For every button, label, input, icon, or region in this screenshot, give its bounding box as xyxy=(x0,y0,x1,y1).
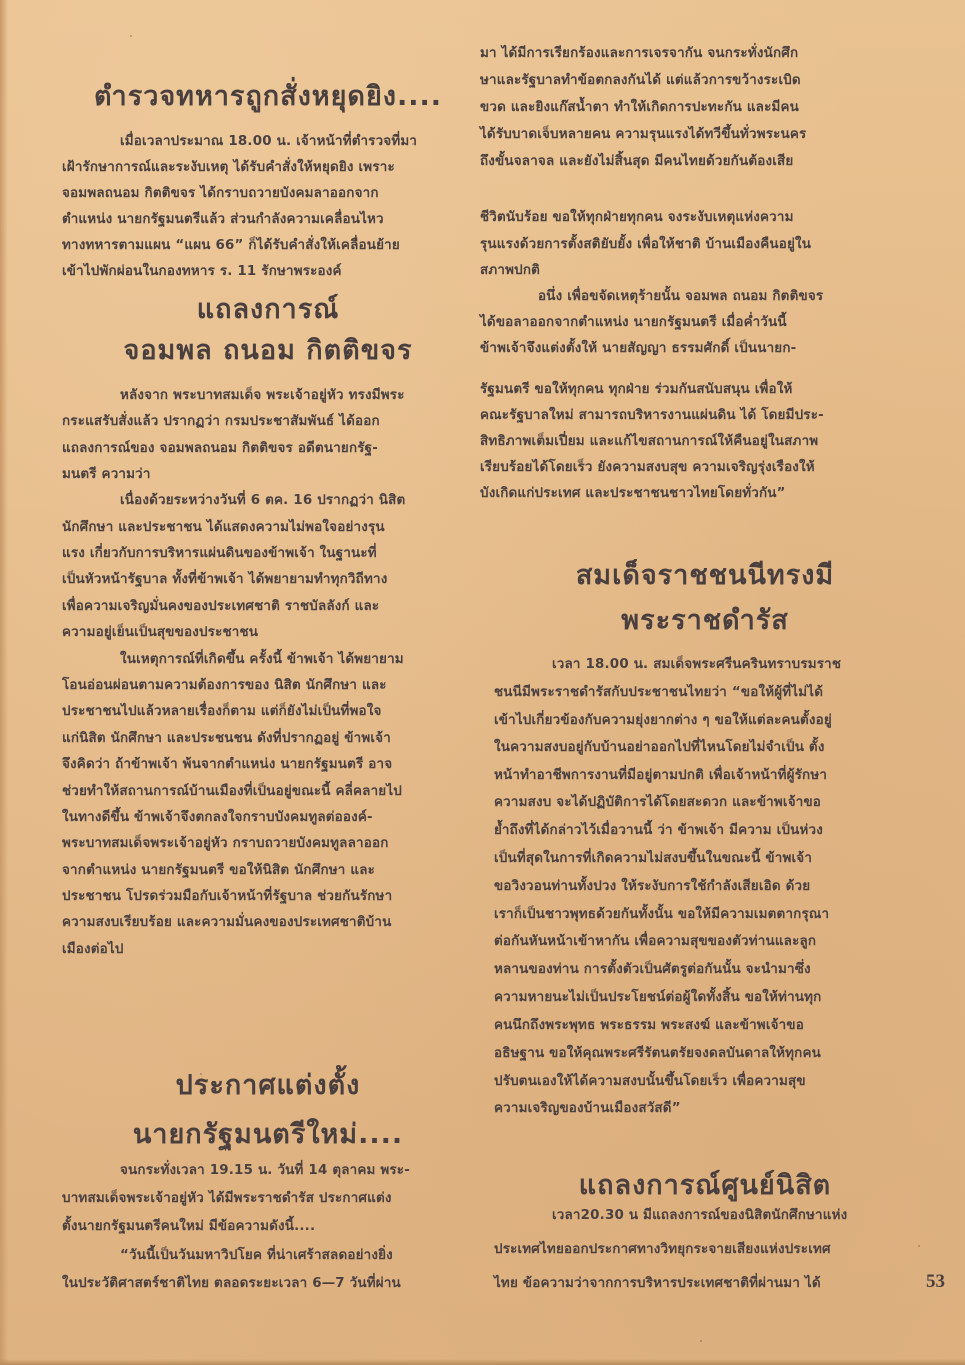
body-line: เราก็เป็นชาวพุทธด้วยกันทั้งนั้น ขอให้มีความเมตตากรุณา xyxy=(494,907,830,922)
body-line: กระแสรับสั่งแล้ว ปรากฏว่า กรมประชาสัมพันธ์ ได้ออก xyxy=(62,414,380,429)
body-line: หลังจาก พระบาทสมเด็จ พระเจ้าอยู่หัว ทรงมีพระ xyxy=(120,388,405,403)
body-line: ถึงขั้นจลาจล และยังไม่สิ้นสุด มีคนไทยด้วยกันต้องเสีย xyxy=(480,154,794,169)
body-line: เวลา20.30 น มีแถลงการณ์ของนิสิตนักศึกษาแห่ง xyxy=(552,1208,848,1223)
body-line: ความเจริญของบ้านเมืองสวัสดี” xyxy=(494,1101,681,1116)
body-line: จากตำแหน่ง นายกรัฐมนตรี ขอให้นิสิต นักศึกษา และ xyxy=(62,863,375,878)
headline-statement: แถลงการณ์ xyxy=(196,294,340,325)
body-line: คนนึกถึงพระพุทธ พระธรรม พระสงฆ์ และข้าพเจ้าขอ xyxy=(494,1018,804,1033)
body-line: จนกระทั่งเวลา 19.15 น. วันที่ 14 ตุลาคม พระ- xyxy=(120,1163,410,1178)
body-line: แรง เกี่ยวกับการบริหารแผ่นดินของข้าพเจ้า ในฐานะที่ xyxy=(62,546,377,561)
body-line: อนึ่ง เพื่อขจัดเหตุร้ายนั้น จอมพล ถนอม กิตติขจร xyxy=(538,289,824,304)
body-line: ชนนีมีพระราชดำรัสกับประชาชนไทยว่า “ขอให้ผู้ที่ไม่ได้ xyxy=(494,685,824,700)
body-line: อธิษฐาน ขอให้คุณพระศรีรัตนตรัยจงดลบันดาลให้ทุกคน xyxy=(494,1046,821,1061)
body-line: ปรับตนเองให้ได้ความสงบนั้นขึ้นโดยเร็ว เพื่อความสุข xyxy=(494,1074,806,1089)
body-line: จึงคิดว่า ถ้าข้าพเจ้า พ้นจากตำแหน่ง นายกรัฐมนตรี อาจ xyxy=(62,757,393,772)
headline-student-center-statement: แถลงการณ์ศูนย์นิสิต xyxy=(578,1170,832,1201)
body-line: จอมพลถนอม กิตติขจร ได้กราบถวายบังคมลาออกจาก xyxy=(62,186,379,201)
body-line: คณะรัฐบาลใหม่ สามารถบริหารงานแผ่นดิน ได้ โดยมีประ- xyxy=(480,408,824,423)
body-line: ย้ำถึงที่ได้กล่าวไว้เมื่อวานนี้ ว่า ข้าพเจ้า มีความ เป็นห่วง xyxy=(494,823,823,838)
body-line: “วันนี้เป็นวันมหาวิปโยค ที่น่าเศร้าสลดอย่างยิ่ง xyxy=(120,1248,393,1263)
body-line: ไทย ข้อความว่าจากการบริหารประเทศชาติที่ผ่านมา ได้ xyxy=(494,1276,821,1291)
paper-speck xyxy=(918,1245,920,1247)
body-line: เวลา 18.00 น. สมเด็จพระศรีนครินทราบรมราช xyxy=(552,657,842,672)
body-line: เรียบร้อยได้โดยเร็ว ยังความสงบสุข ความเจริญรุ่งเรืองให้ xyxy=(480,460,815,475)
body-line: ทางทหารตามแผน “แผน 66” ก็ได้รับคำสั่งให้เคลื่อนย้าย xyxy=(62,238,400,253)
body-line: เนื่องด้วยระหว่างวันที่ 6 ตค. 16 ปรากฏว่า นิสิต xyxy=(120,493,406,508)
body-line: สภาพปกติ xyxy=(480,263,541,278)
body-line: เพื่อความเจริญมั่นคงของประเทศชาติ ราชบัลลังก์ และ xyxy=(62,599,380,614)
body-line: เป็นหัวหน้ารัฐบาล ทั้งที่ข้าพเจ้า ได้พยายามทำทุกวิถีทาง xyxy=(62,572,388,587)
headline-new-pm: นายกรัฐมนตรีใหม่.... xyxy=(132,1119,404,1150)
body-line: มนตรี ความว่า xyxy=(62,467,151,482)
body-line: เข้าไปพักผ่อนในกองทหาร ร. 11 รักษาพระองค์ xyxy=(62,264,342,279)
body-line: แถลงการณ์ของ จอมพลถนอม กิตติขจร อดีตนายกรัฐ- xyxy=(62,441,379,456)
body-line: ในเหตุการณ์ที่เกิดขึ้น ครั้งนี้ ข้าพเจ้า ได้พยายาม xyxy=(120,652,404,667)
body-line: ตั้งนายกรัฐมนตรีคนใหม่ มีข้อความดังนี้.... xyxy=(62,1219,316,1234)
headline-queen-mother: สมเด็จราชชนนีทรงมี xyxy=(575,560,835,591)
body-line: ขอวิงวอนท่านทั้งปวง ให้ระงับการใช้กำลังเสียเอิด ด้วย xyxy=(494,879,811,894)
body-line: บังเกิดแก่ประเทศ และประชาชนชาวไทยโดยทั่วกัน” xyxy=(480,486,786,501)
body-line: ในประวัติศาสตร์ชาติไทย ตลอดระยะเวลา 6—7 วันที่ผ่าน xyxy=(62,1276,401,1291)
body-line: มา ได้มีการเรียกร้องและการเจรจากัน จนกระทั่งนักศึก xyxy=(480,46,799,61)
body-line: ประเทศไทยออกประกาศทางวิทยุกระจายเสียงแห่งประเทศ xyxy=(494,1242,831,1257)
body-line: ช่วยทำให้สถานการณ์บ้านเมืองที่เป็นอยู่ขณะนี้ คลี่คลายไป xyxy=(62,784,402,799)
body-line: แก่นิสิต นักศึกษา และประชนชน ดังที่ปรากฏอยู่ ข้าพเจ้า xyxy=(62,731,391,746)
body-line: หลานของท่าน การตั้งตัวเป็นศัตรูต่อกันนั้น จะนำมาซึ่ง xyxy=(494,962,811,977)
body-line: ประชาชนไปแล้วหลายเรื่องก็ตาม แต่ก็ยังไม่เป็นที่พอใจ xyxy=(62,704,382,719)
body-line: เฝ้ารักษาการณ์และระงับเหตุ ได้รับคำสั่งให้หยุดยิง เพราะ xyxy=(62,160,395,175)
body-line: บาทสมเด็จพระเจ้าอยู่หัว ได้มีพระราชดำรัส ประกาศแต่ง xyxy=(62,1191,392,1206)
body-line: โอนอ่อนผ่อนตามความต้องการของ นิสิต นักศึกษา และ xyxy=(62,678,387,693)
body-line: เมืองต่อไป xyxy=(62,942,124,957)
headline-appointment: ประกาศแต่งตั้ง xyxy=(175,1070,361,1101)
page-edge-shadow xyxy=(0,0,8,1365)
body-line: ต่อกันหันหน้าเข้าหากัน เพื่อความสุขของตัวท่านและลูก xyxy=(494,934,817,949)
body-line: ได้ขอลาออกจากตำแหน่ง นายกรัฐมนตรี เมื่อค่ำวันนี้ xyxy=(480,315,787,330)
body-line: รุนแรงด้วยการตั้งสติยับยั้ง เพื่อให้ชาติ บ้านเมืองคืนอยู่ใน xyxy=(480,237,812,252)
body-line: ความหายนะไม่เป็นประโยชน์ต่อผู้ใดทั้งสิ้น ขอให้ท่านทุก xyxy=(494,990,822,1005)
body-line: ชีวิตนับร้อย ขอให้ทุกฝ่ายทุกคน จงระงับเหตุแห่งความ xyxy=(480,210,794,225)
body-line: เข้าไปเกี่ยวข้องกับความยุ่งยากต่าง ๆ ขอให้แต่ละคนตั้งอยู่ xyxy=(494,713,832,728)
body-line: รัฐมนตรี ขอให้ทุกคน ทุกฝ่าย ร่วมกันสนับสนุน เพื่อให้ xyxy=(480,382,793,397)
body-line: เมื่อเวลาประมาณ 18.00 น. เจ้าหน้าที่ตำรวจที่มา xyxy=(120,134,418,149)
headline-statement-name: จอมพล ถนอม กิตติขจร xyxy=(123,335,413,366)
body-line: ในทางดีขึ้น ข้าพเจ้าจึงตกลงใจกราบบังคมทูลต่อองค์- xyxy=(62,810,373,825)
body-line: ประชาชน โปรดร่วมมือกับเจ้าหน้าที่รัฐบาล ช่วยกันรักษา xyxy=(62,889,393,904)
body-line: ตำแหน่ง นายกรัฐมนตรีแล้ว ส่วนกำลังความเคลื่อนไหว xyxy=(62,212,384,227)
body-line: ขวด และยิงแก๊สน้ำตา ทำให้เกิดการปะทะกัน และมีคน xyxy=(480,100,800,115)
body-line: ความสงบเรียบร้อย และความมั่นคงของประเทศชาติบ้าน xyxy=(62,915,392,930)
body-line: ความอยู่เย็นเป็นสุขของประชาชน xyxy=(62,625,259,640)
headline-ceasefire: ตำรวจทหารถูกสั่งหยุดยิง.... xyxy=(94,81,442,112)
body-line: นักศึกษา และประชาชน ได้แสดงความไม่พอใจอย่างรุน xyxy=(62,520,385,535)
body-line: เป็นที่สุดในการที่เกิดความไม่สงบขึ้นในขณะนี้ ข้าพเจ้า xyxy=(494,851,813,866)
body-line: สิทธิภาพเต็มเปี่ยม และแก้ไขสถานการณ์ให้คืนอยู่ในสภาพ xyxy=(480,434,819,449)
body-line: ความสงบ จะได้ปฏิบัติการได้โดยสะดวก และข้าพเจ้าขอ xyxy=(494,795,822,810)
page-bottom-shadow xyxy=(0,1359,965,1365)
headline-royal-speech: พระราชดำรัส xyxy=(621,605,789,636)
page-number: 53 xyxy=(926,1271,945,1292)
body-line: หน้าทำอาชีพการงานที่มีอยู่ตามปกติ เพื่อเจ้าหน้าที่ผู้รักษา xyxy=(494,768,828,783)
paper-speck xyxy=(700,1340,702,1342)
body-line: พระบาทสมเด็จพระเจ้าอยู่หัว กราบถวายบังคมทูลลาออก xyxy=(62,836,389,851)
paper-speck xyxy=(130,35,132,37)
body-line: ษาและรัฐบาลทำข้อตกลงกันได้ แต่แล้วการขว้างระเบิด xyxy=(480,73,801,88)
body-line: ได้รับบาดเจ็บหลายคน ความรุนแรงได้ทวีขึ้นทั่วพระนคร xyxy=(480,127,807,142)
body-line: ข้าพเจ้าจึงแต่งตั้งให้ นายสัญญา ธรรมศักดิ์ เป็นนายก- xyxy=(480,341,797,356)
body-line: ในความสงบอยู่กับบ้านอย่าออกไปที่ไหนโดยไม่จำเป็น ตั้ง xyxy=(494,740,825,755)
